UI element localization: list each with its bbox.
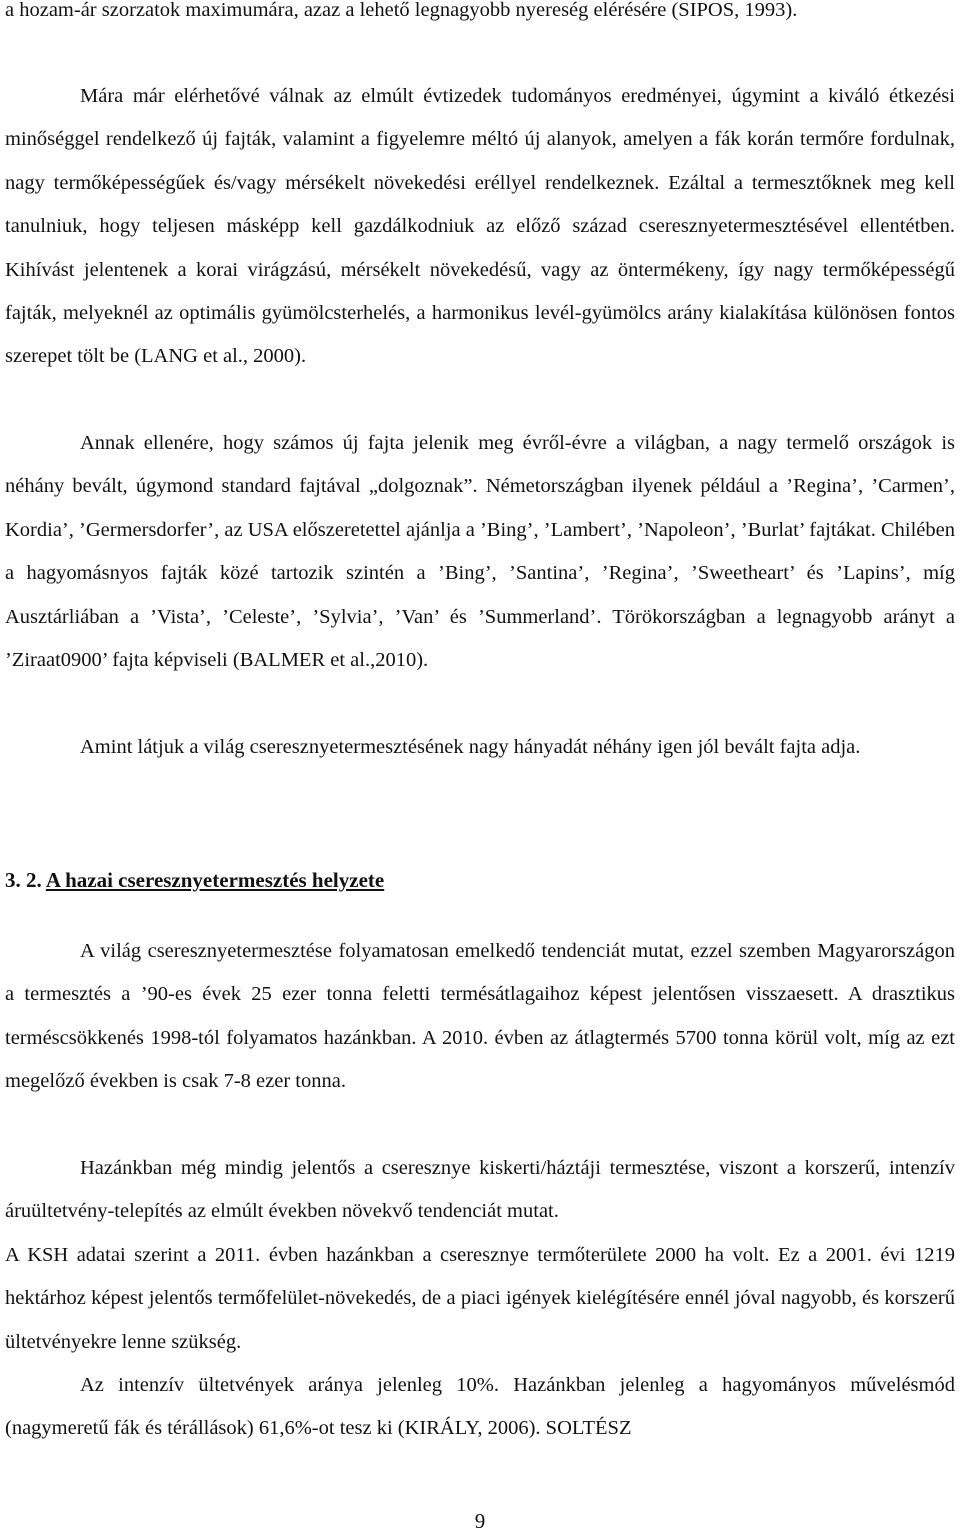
paragraph-summary: Amint látjuk a világ cseresznyetermesztésének nagy hányadát néhány igen jól bevált fajta adja.: [80, 736, 861, 758]
section-heading: [5, 859, 955, 902]
paragraph-home-garden: Hazánkban még mindig jelentős a cseresznye kiskerti/háztáji termesztése, viszont a korszerű, intenzív áruültetvény-telepítés az elmúlt években növekvő tendenciát mutat.: [5, 1157, 955, 1223]
paragraph-ksh-data: A KSH adatai szerint a 2011. évben hazánkban a cseresznye termőterülete 2000 ha volt. Ez a 2001. évi 1219 hektárhoz képest jelentős termőfelület-növekedés, de a piaci igények kielégítésére ennél jóval nagyobb, és korszerű ültetvényekre lenne szükség.: [5, 1244, 955, 1353]
paragraph-continuation: a hozam-ár szorzatok maximumára, azaz a lehető legnagyobb nyereség elérésére (SIPOS, 1993).: [5, 0, 798, 21]
paragraph-new-varieties: Mára már elérhetővé válnak az elmúlt évtizedek tudományos eredményei, úgymint a kiváló étkezési minőséggel rendelkező új fajták, valamint a figyelemre méltó új alanyok, amelyen a fák korán termőre fordulnak, nagy termőképességűek és/vagy mérsékelt növekedési eréllyel rendelkeznek. Ezáltal a termesztőknek meg kell tanulniuk, hogy teljesen másképp kell gazdálkodniuk az előző század cseresznyetermesztésével ellentétben. Kihívást jelentenek a korai virágzású, mérsékelt növekedésű, vagy az öntermékeny, így nagy termőképességű fajták, melyeknél az optimális gyümölcsterhelés, a harmonikus levél-gyümölcs arány kialakítása különösen fontos szerepet tölt be (LANG et al., 2000).: [5, 85, 955, 368]
section-number: 3. 2.: [5, 868, 42, 892]
section-title: A hazai cseresznyetermesztés helyzete: [45, 868, 385, 892]
paragraph-intensive-ratio: Az intenzív ültetvények aránya jelenleg 10%. Hazánkban jelenleg a hagyományos művelésmód (nagymeretű fák és térállások) 61,6%-ot tesz ki (KIRÁLY, 2006). SOLTÉSZ: [5, 1374, 955, 1440]
paragraph-world-trend: A világ cseresznyetermesztése folyamatosan emelkedő tendenciát mutat, ezzel szemben Magyarországon a termesztés a ’90-es évek 25 ezer tonna feletti termésátlagaihoz képest jelentősen visszaesett. A drasztikus terméscsökkenés 1998-tól folyamatos hazánkban. A 2010. évben az átlagtermés 5700 tonna körül volt, míg az ezt megelőző években is csak 7-8 ezer tonna.: [5, 940, 955, 1093]
page-number: 9: [474, 1509, 486, 1533]
paragraph-standard-varieties: Annak ellenére, hogy számos új fajta jelenik meg évről-évre a világban, a nagy termelő országok is néhány bevált, úgymond standard fajtával „dolgoznak”. Németországban ilyenek például a ’Regina’, ’Carmen’, Kordia’, ’Germersdorfer’, az USA előszeretettel ajánlja a ’Bing’, ’Lambert’, ’Napoleon’, ’Burlat’ fajtákat. Chilében a hagyomásnyos fajták közé tartozik szintén a ’Bing’, ’Santina’, ’Regina’, ’Sweetheart’ és ’Lapins’, míg Ausztárliában a ’Vista’, ’Celeste’, ’Sylvia’, ’Van’ és ’Summerland’. Törökországban a legnagyobb arányt a ’Ziraat0900’ fajta képviseli (BALMER et al.,2010).: [5, 432, 955, 672]
